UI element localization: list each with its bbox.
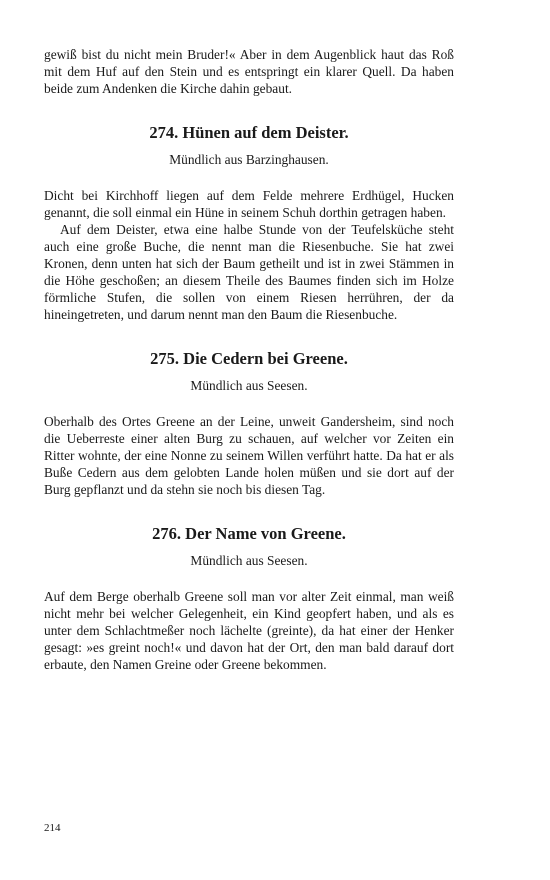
section-source: Mündlich aus Seesen. [190, 553, 308, 568]
section-source: Mündlich aus Seesen. [190, 378, 308, 393]
section-title: 276. Der Name von Greene. [152, 524, 346, 543]
page-content [44, 46, 454, 673]
section-body [44, 187, 454, 323]
intro-paragraph: gewiß bist du nicht mein Bruder!« Aber in dem Augenblick haut das Roß mit dem Huf auf den Stein und es entspringt ein klarer Quell. Da haben beide zum Andenken die Kirche dahin gebaut. [44, 47, 454, 96]
section-275 [44, 349, 454, 498]
section-body [44, 588, 454, 673]
section-title: 274. Hünen auf dem Deister. [149, 123, 349, 142]
section-274 [44, 123, 454, 323]
paragraph: Oberhalb des Ortes Greene an der Leine, unweit Gandersheim, sind noch die Ueberreste einer alten Burg zu schauen, auf welcher vor Zeiten ein Ritter wohnte, der eine Nonne zu seinem Willen verführt hatte. Da hat er als Buße Cedern aus dem gelobten Lande holen müßen und sie dort auf der Burg gepflanzt und da stehn sie noch bis diesen Tag. [44, 414, 454, 497]
section-276 [44, 524, 454, 673]
section-body [44, 413, 454, 498]
section-source: Mündlich aus Barzinghausen. [169, 152, 329, 167]
section-title: 275. Die Cedern bei Greene. [150, 349, 348, 368]
paragraph: Dicht bei Kirchhoff liegen auf dem Felde mehrere Erdhügel, Hucken genannt, die soll einmal ein Hüne in seinem Schuh dorthin getragen haben. [44, 188, 454, 220]
page-number: 214 [44, 822, 61, 834]
paragraph: Auf dem Berge oberhalb Greene soll man vor alter Zeit einmal, man weiß nicht mehr bei welcher Gelegenheit, ein Kind geopfert haben, und als es unter dem Schlachtmeßer noch lächelte (greinte), da hat einer der Henker gesagt: »es greint noch!« und davon hat der Ort, den man bald darauf dort erbaute, den Namen Greine oder Greene bekommen. [44, 589, 454, 672]
paragraph: Auf dem Deister, etwa eine halbe Stunde von der Teufelsküche steht auch eine große Buche, die nennt man die Riesenbuche. Sie hat zwei Kronen, denn unten hat sich der Baum getheilt und ist in zwei Stämmen in die Höhe geschoßen; an diesem Theile des Baumes finden sich im Holze förmliche Stufen, die sollen von einem Riesen herrühren, der da hineingetreten, und darum nennt man den Baum die Riesenbuche. [44, 222, 454, 322]
